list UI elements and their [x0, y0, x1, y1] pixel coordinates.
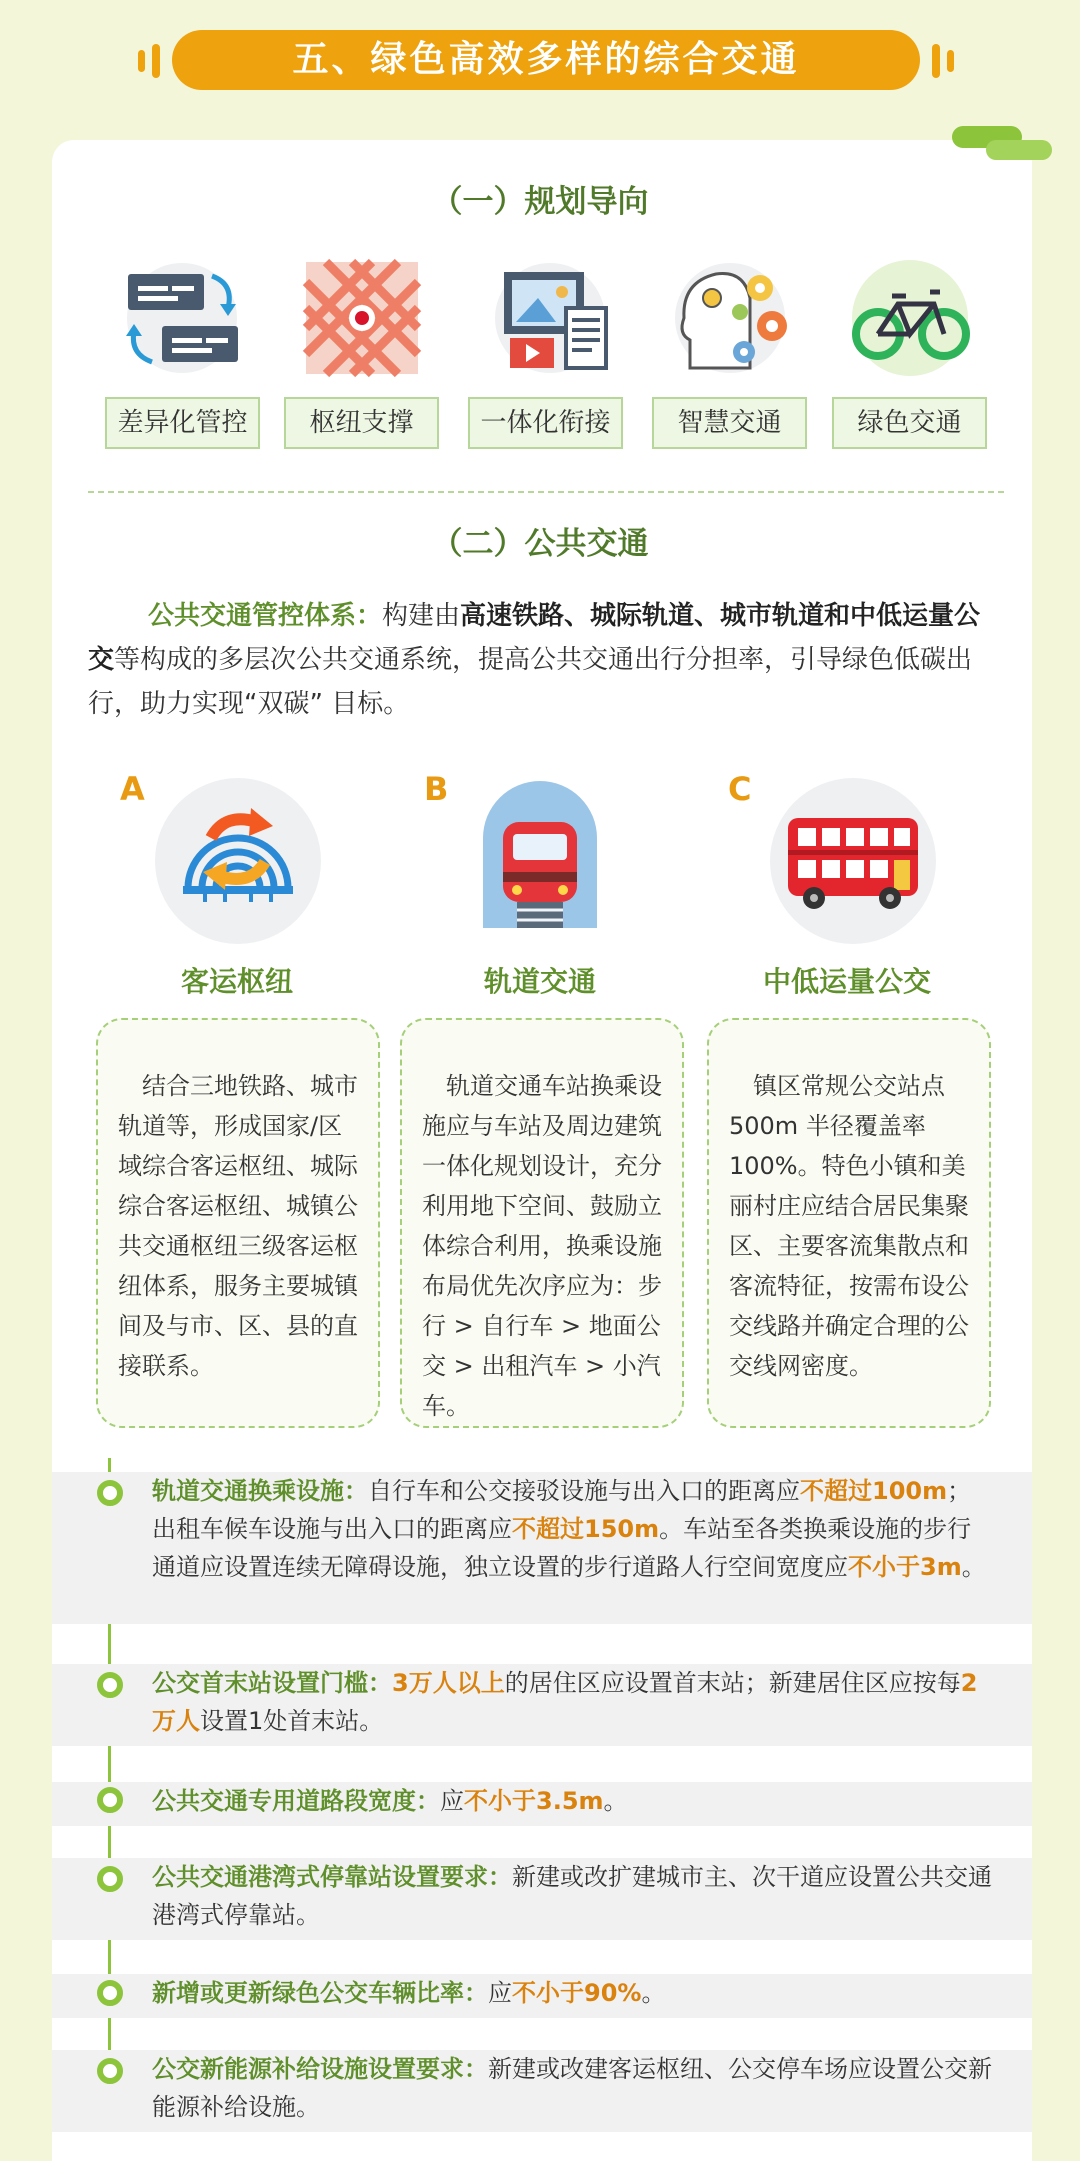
rule-text: 。	[603, 1787, 628, 1815]
double-decker-bus-icon	[770, 778, 936, 944]
rule-item	[52, 1472, 1032, 1624]
decoration-pill-bottom	[986, 140, 1052, 160]
banner-bar-left-outer	[138, 50, 145, 72]
rule-highlight: 不小于3m	[848, 1553, 962, 1581]
rule-item	[52, 2050, 1032, 2132]
smart-head-gears-icon	[660, 248, 800, 388]
timeline-dot	[97, 1980, 123, 2006]
transit-paragraph	[88, 594, 998, 726]
rule-text: 新建或改建客运枢纽、公交停车场应设置公交新能源补给设施。	[152, 2055, 992, 2121]
planning-item-label: 智慧交通	[652, 397, 807, 449]
banner-title: 五、绿色高效多样的综合交通	[172, 30, 920, 90]
rule-text: 。车站至各类换乘设施的步行通道应设置连续无障碍设施，独立设置的步行道路人行空间宽度应	[152, 1515, 972, 1581]
rule-highlight: 不超过100m	[800, 1477, 948, 1505]
rule-highlight: 不小于90%	[512, 1979, 642, 2007]
rule-key: 公交首末站设置门槛：	[152, 1669, 392, 1697]
control-panels-icon	[112, 248, 252, 388]
column-letter: C	[728, 770, 752, 808]
transit-para-text: 等构成的多层次公共交通系统，提高公共交通出行分担率，引导绿色低碳出行，助力实现“双碳” 目标。	[88, 645, 973, 719]
rule-text: 自行车和公交接驳设施与出入口的距离应	[368, 1477, 800, 1505]
transit-para-text: 构建由	[382, 601, 461, 631]
column-title: 客运枢纽	[180, 965, 293, 998]
rule-key: 轨道交通换乘设施：	[152, 1477, 368, 1505]
rule-item	[52, 1974, 1032, 2018]
hub-crossing-icon	[292, 248, 432, 388]
header-banner	[0, 30, 1080, 92]
column-text-box: 镇区常规公交站点 500m 半径覆盖率 100%。特色小镇和美丽村庄应结合居民集聚区、主要客流集散点和客流特征，按需布设公交线路并确定合理的公交线网密度。	[707, 1018, 991, 1428]
planning-item-label: 一体化衔接	[468, 397, 623, 449]
column-letter: B	[424, 770, 449, 808]
rule-text: 新建或改扩建城市主、次干道应设置公共交通港湾式停靠站。	[152, 1863, 992, 1929]
rule-text: 。	[961, 1553, 986, 1581]
column-letter: A	[120, 770, 145, 808]
rule-key: 公交新能源补给设施设置要求：	[152, 2055, 488, 2083]
bicycle-icon	[840, 248, 980, 388]
column-text-box: 轨道交通车站换乘设施应与车站及周边建筑一体化规划设计，充分利用地下空间、鼓励立体综合利用，换乘设施布局优先次序应为：步行 > 自行车 > 地面公交 > 出租汽车 > 小汽车。	[400, 1018, 684, 1428]
rule-text: ；出租车候车设施与出入口的距离应	[152, 1477, 972, 1543]
section-title-transit: （二）公共交通	[431, 526, 649, 562]
rule-item	[52, 1782, 1032, 1826]
timeline-dot	[97, 1480, 123, 1506]
rule-text: 应	[440, 1787, 464, 1815]
banner-bar-right-inner	[932, 44, 940, 78]
rule-text: 应	[488, 1979, 512, 2007]
rule-highlight: 不小于3.5m	[464, 1787, 604, 1815]
banner-bar-left-inner	[152, 44, 160, 78]
rule-item	[52, 1664, 1032, 1746]
transport-hub-icon	[155, 778, 321, 944]
section-title-planning: （一）规划导向	[431, 184, 649, 220]
rule-item	[52, 1858, 1032, 1940]
rule-highlight: 3万人以上	[392, 1669, 505, 1697]
rule-text: 。	[641, 1979, 666, 2007]
metro-train-icon	[457, 778, 623, 944]
rule-text: 的居住区应设置首末站；新建居住区应按每	[504, 1669, 961, 1697]
rule-highlight: 2万人	[152, 1669, 978, 1735]
column-text-box: 结合三地铁路、城市轨道等，形成国家/区域综合客运枢纽、城际综合客运枢纽、城镇公共交通枢纽三级客运枢纽体系，服务主要城镇间及与市、区、县的直接联系。	[96, 1018, 380, 1428]
planning-item-label: 差异化管控	[105, 397, 260, 449]
integration-media-icon	[480, 248, 620, 388]
timeline-dot	[97, 1787, 123, 1813]
rule-key: 公共交通专用道路段宽度：	[152, 1787, 440, 1815]
planning-item-label: 绿色交通	[832, 397, 987, 449]
planning-item-label: 枢纽支撑	[284, 397, 439, 449]
column-title: 中低运量公交	[762, 965, 931, 998]
rule-key: 新增或更新绿色公交车辆比率：	[152, 1979, 488, 2007]
banner-bar-right-outer	[947, 50, 954, 72]
timeline-dot	[97, 2058, 123, 2084]
transit-para-bold: 高速铁路、城际轨道、城市轨道和中低运量公交	[88, 601, 981, 675]
rule-highlight: 不超过150m	[512, 1515, 660, 1543]
timeline-dot	[97, 1672, 123, 1698]
transit-para-lead: 公共交通管控体系：	[148, 601, 383, 631]
column-title: 轨道交通	[483, 965, 596, 998]
timeline-dot	[97, 1866, 123, 1892]
rule-text: 设置1处首末站。	[200, 1707, 384, 1735]
section-divider	[88, 491, 1004, 493]
rule-key: 公共交通港湾式停靠站设置要求：	[152, 1863, 512, 1891]
